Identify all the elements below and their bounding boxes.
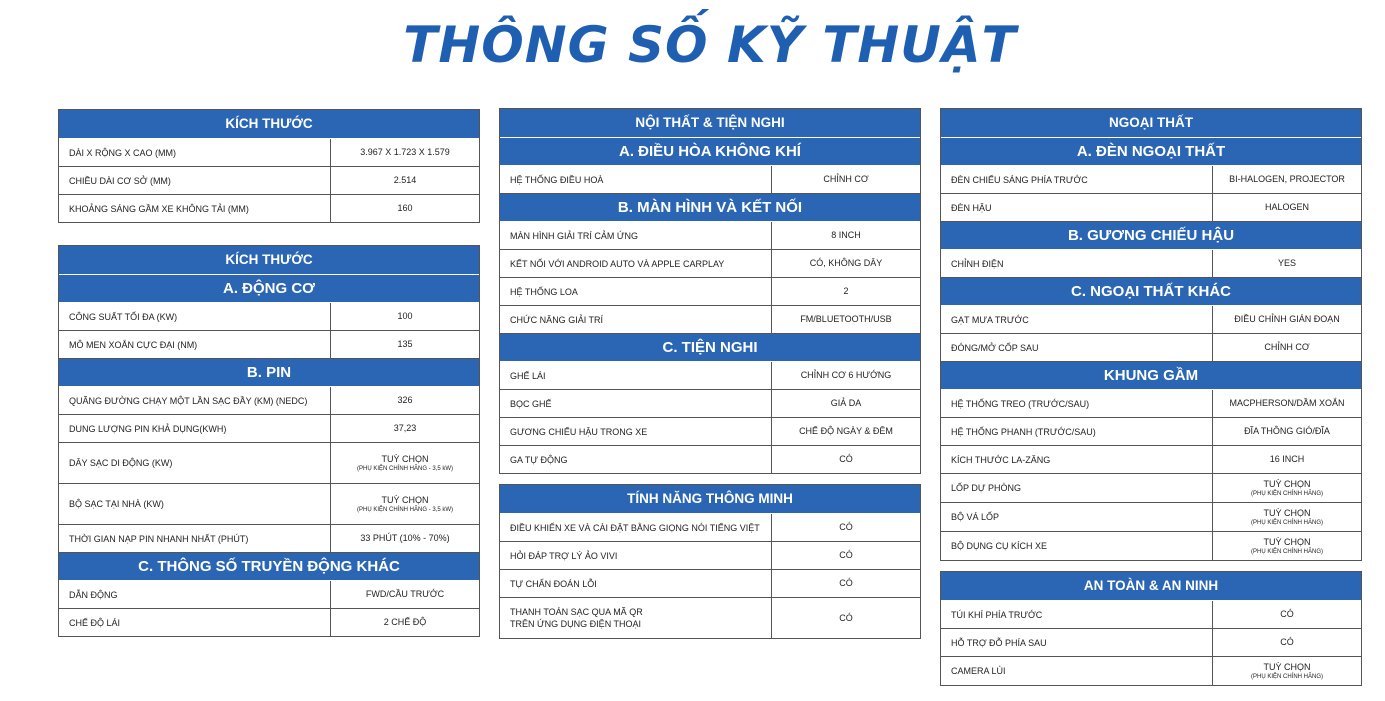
table-row (59, 387, 479, 415)
table-row (59, 443, 479, 484)
spec-label: HỆ THỐNG TREO (TRƯỚC/SAU) (941, 390, 1213, 417)
spec-label: ĐÈN HẬU (941, 194, 1213, 221)
table-row (941, 629, 1361, 657)
spec-value-cell (772, 542, 920, 569)
spec-label: DÂY SẠC DI ĐỘNG (KW) (59, 443, 331, 483)
spec-label: MÔ MEN XOẮN CỰC ĐẠI (NM) (59, 331, 331, 358)
spec-value: FWD/CẦU TRƯỚC (365, 589, 445, 599)
subsection-header: B. PIN (59, 359, 479, 387)
table-row (500, 278, 920, 306)
spec-value: 8 INCH (831, 230, 861, 240)
section-header: NỘI THẤT & TIỆN NGHI (500, 109, 920, 138)
table-row (59, 609, 479, 637)
subsection-header: KHUNG GẦM (941, 362, 1361, 390)
spec-label: ĐÈN CHIẾU SÁNG PHÍA TRƯỚC (941, 166, 1213, 193)
spec-note: (PHỤ KIỆN CHÍNH HÃNG) (1250, 548, 1323, 555)
spec-note: (PHỤ KIỆN CHÍNH HÃNG) (1250, 490, 1323, 497)
spec-table (940, 108, 1362, 561)
spec-value: 2 (843, 286, 849, 296)
table-row (59, 484, 479, 525)
spec-value: 37,23 (393, 423, 417, 433)
table-gap (499, 474, 921, 484)
spec-note: (PHỤ KIỆN CHÍNH HÃNG - 3,5 kW) (356, 465, 453, 472)
spec-label: HỆ THỐNG LOA (500, 278, 772, 305)
subsection-header: A. ĐỘNG CƠ (59, 275, 479, 303)
spec-label: CHẾ ĐỘ LÁI (59, 609, 331, 636)
spec-value: ĐIỀU CHỈNH GIÁN ĐOẠN (1234, 314, 1340, 324)
spec-label: MÀN HÌNH GIẢI TRÍ CẢM ỨNG (500, 222, 772, 249)
spec-label: HỖ TRỢ ĐỖ PHÍA SAU (941, 629, 1213, 656)
table-row (500, 250, 920, 278)
subsection-header: C. TIỆN NGHI (500, 334, 920, 362)
spec-value: CÓ (1280, 637, 1294, 647)
spec-label: CHIỀU DÀI CƠ SỞ (MM) (59, 167, 331, 194)
spec-table (58, 245, 480, 637)
spec-label: DÀI X RỘNG X CAO (MM) (59, 139, 331, 166)
spec-value-cell (772, 446, 920, 473)
spec-value-cell (1213, 532, 1361, 560)
spec-value-cell (772, 598, 920, 638)
table-gap (58, 223, 480, 245)
table-row (941, 418, 1361, 446)
spec-value-cell (772, 514, 920, 541)
spec-value-cell (1213, 503, 1361, 531)
spec-label: HỎI ĐÁP TRỢ LÝ ẢO VIVI (500, 542, 772, 569)
table-row (941, 390, 1361, 418)
spec-label: TỰ CHẨN ĐOÁN LỖI (500, 570, 772, 597)
column-3 (940, 108, 1362, 686)
spec-value: TUỲ CHỌN (1263, 507, 1311, 518)
spec-value: CHỈNH CƠ (1264, 342, 1310, 352)
table-row (500, 542, 920, 570)
spec-value-cell (1213, 390, 1361, 417)
spec-value-cell (772, 390, 920, 417)
spec-value: BI-HALOGEN, PROJECTOR (1229, 174, 1345, 184)
spec-value-cell (772, 166, 920, 193)
table-row (941, 657, 1361, 686)
spec-label: ĐÓNG/MỞ CỐP SAU (941, 334, 1213, 361)
spec-label: CÔNG SUẤT TỐI ĐA (KW) (59, 303, 331, 330)
section-header: KÍCH THƯỚC (59, 110, 479, 139)
spec-label: CHỨC NĂNG GIẢI TRÍ (500, 306, 772, 333)
spec-note: (PHỤ KIỆN CHÍNH HÃNG - 3,5 kW) (356, 506, 453, 513)
spec-label: GHẾ LÁI (500, 362, 772, 389)
table-row (59, 415, 479, 443)
section-header: NGOẠI THẤT (941, 109, 1361, 138)
spec-table (499, 484, 921, 639)
table-row (500, 418, 920, 446)
spec-value-cell (1213, 446, 1361, 473)
table-row (59, 303, 479, 331)
spec-value-cell (331, 387, 479, 414)
spec-label: HỆ THỐNG ĐIỀU HOÀ (500, 166, 772, 193)
spec-label: KẾT NỐI VỚI ANDROID AUTO VÀ APPLE CARPLAY (500, 250, 772, 277)
spec-value: CHỈNH CƠ 6 HƯỚNG (800, 370, 892, 380)
table-row (941, 503, 1361, 532)
spec-value-cell (331, 525, 479, 552)
spec-value: CÓ (839, 578, 853, 588)
table-row (59, 139, 479, 167)
table-row (941, 474, 1361, 503)
table-row (941, 250, 1361, 278)
spec-value: 16 INCH (1269, 454, 1305, 464)
spec-label: GA TỰ ĐỘNG (500, 446, 772, 473)
spec-value-cell (772, 418, 920, 445)
table-row (941, 194, 1361, 222)
table-row (500, 570, 920, 598)
spec-label: HỆ THỐNG PHANH (TRƯỚC/SAU) (941, 418, 1213, 445)
table-row (941, 601, 1361, 629)
spec-value: TUỲ CHỌN (381, 494, 429, 505)
spec-table (499, 108, 921, 474)
spec-value: CÓ (839, 612, 853, 623)
table-row (500, 362, 920, 390)
subsection-header: B. GƯƠNG CHIẾU HẬU (941, 222, 1361, 250)
spec-label: THỜI GIAN NẠP PIN NHANH NHẤT (PHÚT) (59, 525, 331, 552)
spec-value-cell (331, 303, 479, 330)
spec-value-cell (1213, 601, 1361, 628)
spec-value: TUỲ CHỌN (381, 453, 429, 464)
spec-value-cell (1213, 629, 1361, 656)
table-row (941, 446, 1361, 474)
spec-value: TUỲ CHỌN (1263, 536, 1311, 547)
spec-value-cell (772, 250, 920, 277)
spec-value-cell (1213, 657, 1361, 685)
spec-value-cell (331, 484, 479, 524)
spec-label: TÚI KHÍ PHÍA TRƯỚC (941, 601, 1213, 628)
spec-value: TUỲ CHỌN (1263, 661, 1311, 672)
spec-label: CHỈNH ĐIỆN (941, 250, 1213, 277)
spec-value: 135 (397, 339, 413, 349)
spec-note: (PHỤ KIỆN CHÍNH HÃNG) (1250, 519, 1323, 526)
column-2 (499, 108, 921, 639)
spec-value: 160 (397, 203, 413, 213)
spec-table (58, 109, 480, 223)
spec-label: DUNG LƯỢNG PIN KHẢ DỤNG(KWH) (59, 415, 331, 442)
page-title: THÔNG SỐ KỸ THUẬT (403, 16, 1017, 74)
spec-value: FM/BLUETOOTH/USB (800, 314, 892, 324)
spec-value-cell (1213, 306, 1361, 333)
spec-value-cell (331, 167, 479, 194)
spec-value: HALOGEN (1264, 202, 1309, 212)
spec-value: CHỈNH CƠ (823, 174, 869, 184)
spec-label: BỘ SẠC TẠI NHÀ (KW) (59, 484, 331, 524)
table-row (59, 581, 479, 609)
table-row (941, 166, 1361, 194)
table-row (59, 167, 479, 195)
spec-value-cell (1213, 194, 1361, 221)
spec-value-cell (331, 415, 479, 442)
table-row (500, 166, 920, 194)
spec-value-cell (331, 609, 479, 636)
spec-label: GƯƠNG CHIẾU HẬU TRONG XE (500, 418, 772, 445)
spec-label: KÍCH THƯỚC LA-ZĂNG (941, 446, 1213, 473)
spec-value: ĐĨA THÔNG GIÓ/ĐĨA (1244, 426, 1330, 436)
spec-label: BỌC GHẾ (500, 390, 772, 417)
spec-value-cell (1213, 474, 1361, 502)
spec-value-cell (1213, 418, 1361, 445)
spec-value-cell (1213, 334, 1361, 361)
spec-value-cell (1213, 250, 1361, 277)
table-row (59, 195, 479, 223)
section-header: AN TOÀN & AN NINH (941, 572, 1361, 601)
spec-table (940, 571, 1362, 686)
subsection-header: C. NGOẠI THẤT KHÁC (941, 278, 1361, 306)
spec-value: YES (1277, 258, 1296, 268)
spec-value-cell (1213, 166, 1361, 193)
spec-value: TUỲ CHỌN (1263, 478, 1311, 489)
spec-note: (PHỤ KIỆN CHÍNH HÃNG) (1250, 673, 1323, 680)
spec-value-cell (772, 570, 920, 597)
table-row (500, 446, 920, 474)
spec-label: LỐP DỰ PHÒNG (941, 474, 1213, 502)
spec-label: CAMERA LÙI (941, 657, 1213, 685)
spec-value: 2 CHẾ ĐỘ (383, 617, 427, 627)
spec-value: 100 (397, 311, 413, 321)
spec-value: 3.967 X 1.723 X 1.579 (360, 147, 450, 157)
spec-value-cell (772, 362, 920, 389)
subsection-header: C. THÔNG SỐ TRUYỀN ĐỘNG KHÁC (59, 553, 479, 581)
table-row (500, 514, 920, 542)
table-row (59, 525, 479, 553)
spec-value-cell (331, 139, 479, 166)
table-row (941, 306, 1361, 334)
section-header: TÍNH NĂNG THÔNG MINH (500, 485, 920, 514)
spec-value-cell (331, 331, 479, 358)
spec-label: GẠT MƯA TRƯỚC (941, 306, 1213, 333)
spec-label: QUÃNG ĐƯỜNG CHẠY MỘT LẦN SẠC ĐẦY (KM) (NEDC) (59, 387, 331, 414)
spec-value: 326 (397, 395, 413, 405)
subsection-header: A. ĐÈN NGOẠI THẤT (941, 138, 1361, 166)
spec-value-cell (331, 195, 479, 222)
section-header: KÍCH THƯỚC (59, 246, 479, 275)
spec-value: 2.514 (393, 175, 417, 185)
spec-label: ĐIỀU KHIỂN XE VÀ CÀI ĐẶT BẰNG GIỌNG NÓI TIẾNG VIỆT (500, 514, 772, 541)
spec-label: DẪN ĐỘNG (59, 581, 331, 608)
spec-value: CÓ (839, 522, 853, 532)
spec-value: CÓ, KHÔNG DÂY (809, 258, 883, 268)
table-row (59, 331, 479, 359)
subsection-header: B. MÀN HÌNH VÀ KẾT NỐI (500, 194, 920, 222)
table-row (500, 306, 920, 334)
spec-value: CHẾ ĐỘ NGÀY & ĐÊM (799, 426, 893, 436)
spec-label: BỘ VÁ LỐP (941, 503, 1213, 531)
spec-value-cell (772, 222, 920, 249)
table-row (500, 390, 920, 418)
spec-value-cell (331, 443, 479, 483)
spec-label: KHOẢNG SÁNG GẦM XE KHÔNG TẢI (MM) (59, 195, 331, 222)
table-row (500, 222, 920, 250)
spec-value: MACPHERSON/DẦM XOẮN (1229, 398, 1345, 408)
table-row (941, 334, 1361, 362)
table-gap (940, 561, 1362, 571)
table-row (941, 532, 1361, 561)
spec-value: CÓ (839, 454, 853, 464)
spec-value: CÓ (1280, 609, 1294, 619)
spec-value: GIẢ DA (830, 398, 862, 408)
spec-value-cell (331, 581, 479, 608)
column-1 (58, 109, 480, 637)
spec-label: BỘ DỤNG CỤ KÍCH XE (941, 532, 1213, 560)
subsection-header: A. ĐIỀU HÒA KHÔNG KHÍ (500, 138, 920, 166)
table-row (500, 598, 920, 639)
spec-value-cell (772, 278, 920, 305)
spec-value-cell (772, 306, 920, 333)
spec-value: CÓ (839, 550, 853, 560)
spec-label: THANH TOÁN SẠC QUA MÃ QR TRÊN ỨNG DỤNG ĐIỆN THOẠI (500, 598, 772, 638)
spec-value: 33 PHÚT (10% - 70%) (360, 533, 450, 543)
